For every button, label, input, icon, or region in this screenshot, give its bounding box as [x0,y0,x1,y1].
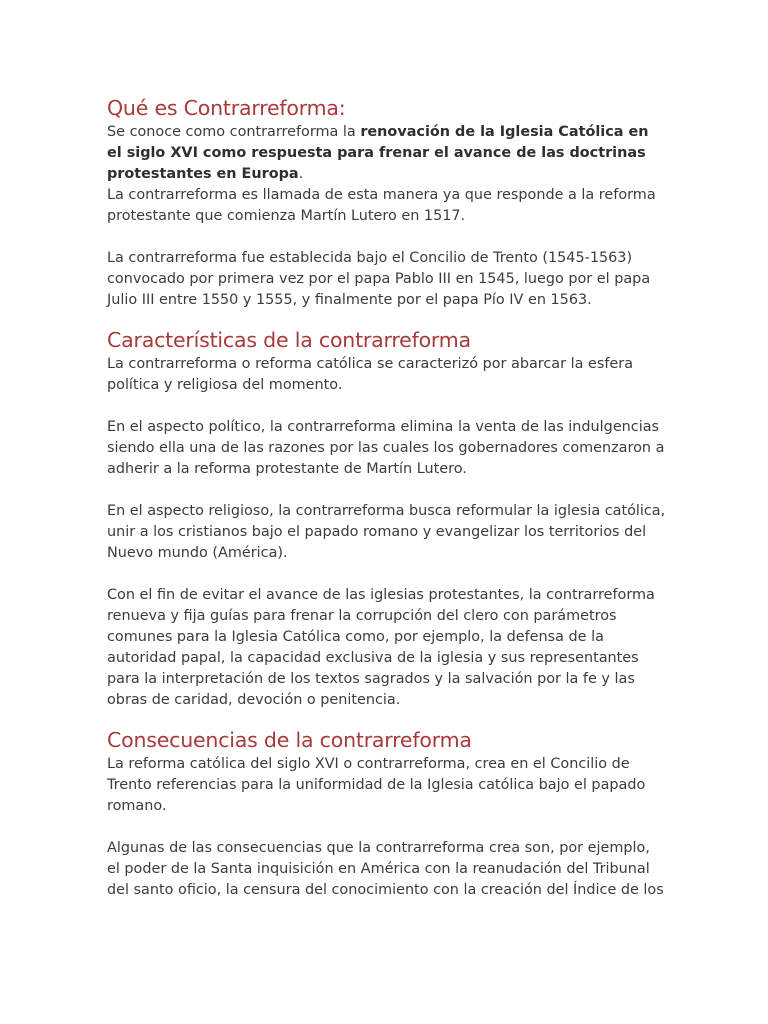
section-heading-que-es: Qué es Contrarreforma: [107,96,346,120]
document-page [107,94,667,901]
paragraph: La contrarreforma o reforma católica se caracterizó por abarcar la esfera política y religiosa del momento. [107,356,634,393]
paragraph: La contrarreforma es llamada de esta manera ya que responde a la reforma protestante que comienza Martín Lutero en 1517. [107,187,656,224]
definition-period: . [298,166,304,182]
definition-bold-text: renovación de la Iglesia Católica en el siglo XVI como respuesta para frenar el avance de las doctrinas protestantes en Europa [107,124,649,182]
definition-text: Se conoce como contrarreforma la [107,124,361,140]
paragraph: Con el fin de evitar el avance de las iglesias protestantes, la contrarreforma renueva y fija guías para frenar la corrupción del clero con parámetros comunes para la Iglesia Católica como, por ejemplo, la defensa de la autoridad papal, la capacidad exclusiva de la iglesia y sus representantes para la interpretación de los textos sagrados y la salvación por la fe y las obras de caridad, devoción o penitencia. [107,587,655,708]
section-heading-caracteristicas: Características de la contrarreforma [107,328,471,352]
definition-paragraph [107,122,667,185]
paragraph: La reforma católica del siglo XVI o contrarreforma, crea en el Concilio de Trento referencias para la uniformidad de la Iglesia católica bajo el papado romano. [107,756,646,814]
section-heading-consecuencias: Consecuencias de la contrarreforma [107,728,472,752]
paragraph: La contrarreforma fue establecida bajo el Concilio de Trento (1545-1563) convocado por primera vez por el papa Pablo III en 1545, luego por el papa Julio III entre 1550 y 1555, y finalmente por el papa Pío IV en 1563. [107,250,651,308]
paragraph: En el aspecto religioso, la contrarreforma busca reformular la iglesia católica, unir a los cristianos bajo el papado romano y evangelizar los territorios del Nuevo mundo (América). [107,503,666,561]
paragraph: Algunas de las consecuencias que la contrarreforma crea son, por ejemplo, el poder de la Santa inquisición en América con la reanudación del Tribunal del santo oficio, la censura del conocimiento con la creación del Índice de los [107,840,664,898]
paragraph: En el aspecto político, la contrarreforma elimina la venta de las indulgencias siendo ella una de las razones por las cuales los gobernadores comenzaron a adherir a la reforma protestante de Martín Lutero. [107,419,665,477]
